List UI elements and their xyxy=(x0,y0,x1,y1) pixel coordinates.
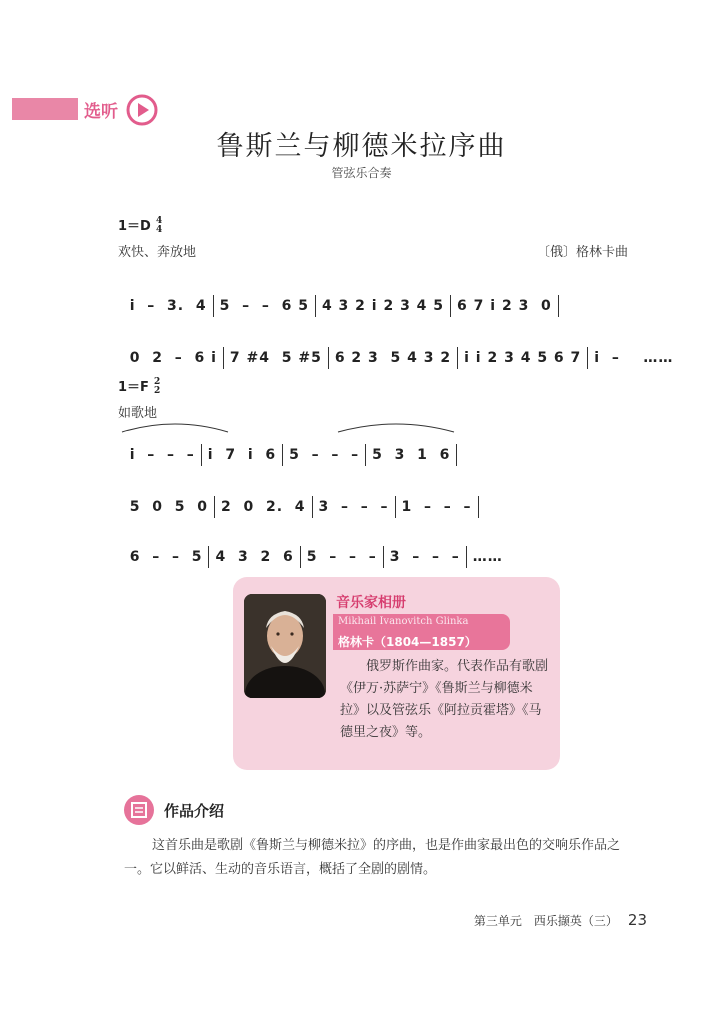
barline xyxy=(478,496,479,518)
section-tag: 选听 xyxy=(84,102,118,122)
barline xyxy=(282,444,283,466)
barline xyxy=(365,444,366,466)
composer-name-cn: 格林卡（1804—1857） xyxy=(338,635,477,649)
barline xyxy=(395,496,396,518)
barline xyxy=(383,546,384,568)
measure: 4 3 2 6 xyxy=(215,549,294,565)
key-signature-1: 1＝D 4 4 xyxy=(118,215,163,235)
tempo-marking-2: 如歌地 xyxy=(118,406,158,421)
time-signature-1: 4 4 xyxy=(155,215,163,235)
measure: 7 #4 5 #5 xyxy=(229,350,322,366)
portrait-image xyxy=(244,594,326,698)
composer-name-en: Mikhail Ivanovitch Glinka xyxy=(338,616,469,627)
barline xyxy=(328,347,329,369)
time-signature-2: 2 2 xyxy=(154,376,161,396)
page-number: 23 xyxy=(627,911,647,929)
measure: 6 2 3 5 4 3 2 xyxy=(334,350,452,366)
card-heading: 音乐家相册 xyxy=(336,595,406,611)
measure: 5 – – – xyxy=(306,549,377,565)
measure: 6 7 i 2 3 0 xyxy=(457,298,552,314)
barline xyxy=(558,295,559,317)
barline xyxy=(208,546,209,568)
measure: …… xyxy=(472,549,503,565)
measure: 2 0 2. 4 xyxy=(220,499,306,515)
measure: 5 0 5 0 xyxy=(129,499,208,515)
measure: i i 2 3 4 5 6 7 xyxy=(464,350,582,366)
intro-title: 作品介绍 xyxy=(164,802,225,820)
score-line xyxy=(118,480,485,518)
page-title: 鲁斯兰与柳德米拉序曲 xyxy=(216,131,507,162)
header-color-bar xyxy=(12,98,78,120)
measure: 5 – – – xyxy=(289,447,360,463)
score-line xyxy=(118,331,673,369)
barline xyxy=(315,295,316,317)
measure: 3 – – – xyxy=(318,499,389,515)
key-signature-2: 1＝F 2 2 xyxy=(118,376,161,396)
barline xyxy=(466,546,467,568)
score-line xyxy=(118,279,565,317)
barline xyxy=(213,295,214,317)
barline xyxy=(312,496,313,518)
measure: 0 2 – 6 i xyxy=(129,350,217,366)
unit-label: 第三单元 西乐撷英（三） xyxy=(473,914,618,928)
measure: 5 – – 6 5 xyxy=(219,298,309,314)
measure: 5 3 1 6 xyxy=(372,447,451,463)
intro-text: 这首乐曲是歌剧《鲁斯兰与柳德米拉》的序曲，也是作曲家最出色的交响乐作品之一。它以鲜活、生动的音乐语言，概括了全剧的剧情。 xyxy=(124,838,621,877)
composer-credit: 〔俄〕格林卡曲 xyxy=(536,245,628,260)
measure: i – – – xyxy=(129,447,195,463)
measure: 4 3 2 i 2 3 4 5 xyxy=(321,298,445,314)
measure: i – …… xyxy=(594,350,674,366)
measure: i 7 i 6 xyxy=(207,447,277,463)
barline xyxy=(214,496,215,518)
measure: 6 – – 5 xyxy=(129,549,203,565)
barline xyxy=(456,444,457,466)
barline xyxy=(223,347,224,369)
page-subtitle: 管弦乐合奏 xyxy=(331,166,392,180)
barline xyxy=(587,347,588,369)
intro-badge-icon xyxy=(123,794,155,826)
measure: 3 – – – xyxy=(389,549,460,565)
tempo-marking-1: 欢快、奔放地 xyxy=(118,245,197,260)
score-line xyxy=(118,530,503,568)
page-footer xyxy=(474,911,647,929)
measure: 1 – – – xyxy=(401,499,472,515)
measure: i – 3. 4 xyxy=(129,298,207,314)
play-icon[interactable] xyxy=(126,94,158,126)
barline xyxy=(300,546,301,568)
barline xyxy=(457,347,458,369)
barline xyxy=(201,444,202,466)
card-description: 俄罗斯作曲家。代表作品有歌剧《伊万·苏萨宁》《鲁斯兰与柳德米拉》以及管弦乐《阿拉贡霍塔》《马德里之夜》等。 xyxy=(340,659,549,740)
score-line xyxy=(118,428,463,466)
barline xyxy=(450,295,451,317)
